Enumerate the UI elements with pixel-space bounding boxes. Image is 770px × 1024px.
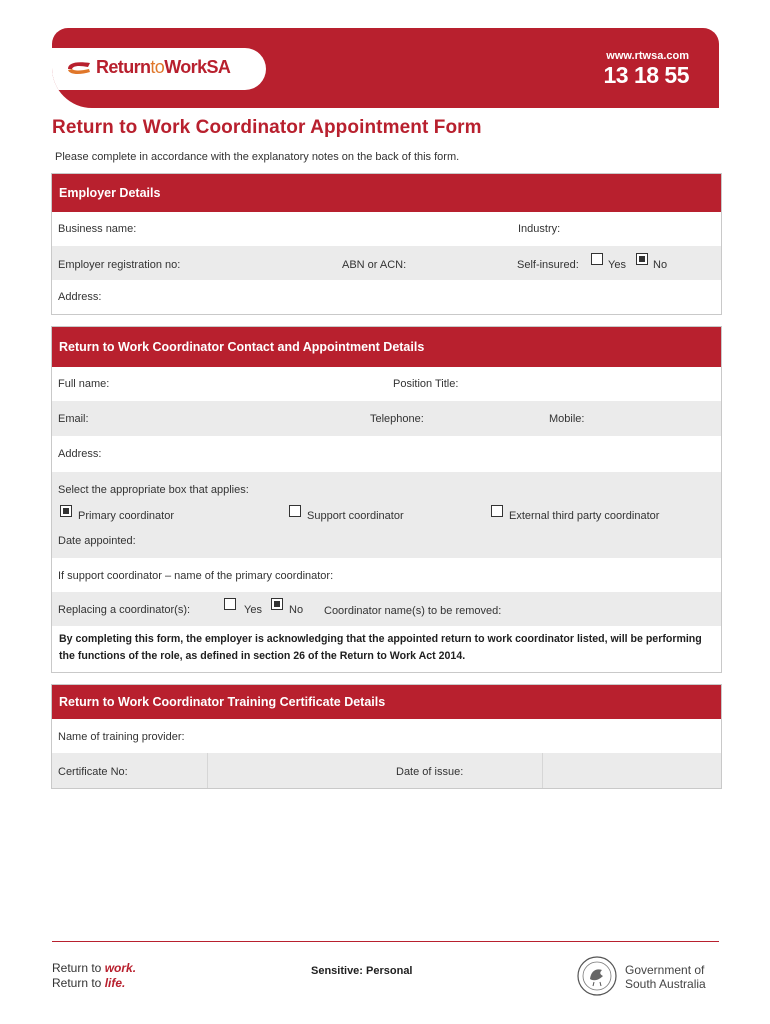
mobile-label: Mobile: [549,413,585,425]
section-heading: Employer Details [52,174,721,212]
primary-name-label: If support coordinator – name of the primary coordinator: [58,570,334,582]
abn-label: ABN or ACN: [342,259,407,271]
logo [52,48,266,90]
header-banner [52,28,719,108]
self-insured-label: Self-insured: [517,259,579,271]
employer-section [51,173,722,315]
website-link[interactable]: www.rtwsa.com [606,50,689,62]
replacing-no-checkbox[interactable] [271,598,283,612]
full-name-label: Full name: [58,378,110,390]
certificate-row[interactable] [52,753,721,788]
position-title-label: Position Title: [393,378,459,390]
industry-label: Industry: [518,223,561,235]
date-of-issue-label: Date of issue: [396,766,464,778]
training-provider-label: Name of training provider: [58,731,185,743]
telephone-label: Telephone: [370,413,424,425]
select-prompt: Select the appropriate box that applies: [58,484,249,496]
replacing-no-label: No [289,604,304,616]
certificate-no-label: Certificate No: [58,766,128,778]
self-insured-no-checkbox[interactable] [636,253,648,267]
intro-text: Please complete in accordance with the explanatory notes on the back of this form. [55,151,460,163]
self-insured-no-label: No [653,259,668,271]
provider-row[interactable] [52,719,721,753]
primary-coordinator-label: Primary coordinator [78,510,174,522]
footer-divider [52,941,719,942]
section-heading: Return to Work Coordinator Training Certificate Details [52,685,721,719]
phone-number: 13 18 55 [603,62,689,88]
tagline-line1-emphasis: work. [104,961,137,975]
date-appointed-label: Date appointed: [58,535,136,547]
full-name-row[interactable] [52,367,721,401]
registration-label: Employer registration no: [58,259,181,271]
classification-label: Sensitive: Personal [311,965,413,977]
replacing-yes-checkbox[interactable] [224,598,236,612]
coordinator-address-label: Address: [58,448,102,460]
government-label [625,963,706,991]
logo-text: ReturntoWorkSA [96,57,231,77]
employer-address-row[interactable] [52,280,721,314]
self-insured-yes-label: Yes [608,259,626,271]
tagline-line2-emphasis: life. [104,976,126,990]
employer-address-label: Address: [58,291,102,303]
replacing-label: Replacing a coordinator(s): [58,604,191,616]
support-coordinator-checkbox[interactable] [289,505,301,519]
government-line1: Government of [625,963,705,977]
email-label: Email: [58,413,89,425]
business-row[interactable] [52,212,721,246]
coordinator-section [51,326,722,673]
government-line2: South Australia [625,977,706,991]
replacing-row [52,592,721,626]
removed-names-label: Coordinator name(s) to be removed: [324,605,502,617]
coordinator-type-row [52,472,721,558]
training-section [51,684,722,789]
business-name-label: Business name: [58,223,137,235]
self-insured-yes-checkbox[interactable] [591,253,603,267]
declaration-row [52,626,721,672]
tagline-line1-prefix: Return to [52,961,102,975]
section-heading: Return to Work Coordinator Contact and Appointment Details [52,327,721,367]
external-coordinator-checkbox[interactable] [491,505,503,519]
sa-government-crest-icon [576,955,618,997]
page-title: Return to Work Coordinator Appointment Form [52,117,482,138]
coordinator-address-row[interactable] [52,436,721,472]
external-coordinator-label: External third party coordinator [509,510,660,522]
replacing-yes-label: Yes [244,604,262,616]
primary-name-row[interactable] [52,558,721,592]
contact-row[interactable] [52,401,721,436]
declaration-text: By completing this form, the employer is acknowledging that the appointed return to work coordinator listed, will be performing the functions of the role, as defined in section 26 of the Return to Work Act 2014. [59,633,702,662]
tagline-line2-prefix: Return to [52,976,102,990]
primary-coordinator-checkbox[interactable] [60,505,72,519]
cell-divider [542,753,543,788]
rtwsa-logo-icon [66,60,92,76]
footer-tagline [52,961,136,991]
cell-divider [207,753,208,788]
registration-row[interactable] [52,246,721,280]
support-coordinator-label: Support coordinator [307,510,404,522]
